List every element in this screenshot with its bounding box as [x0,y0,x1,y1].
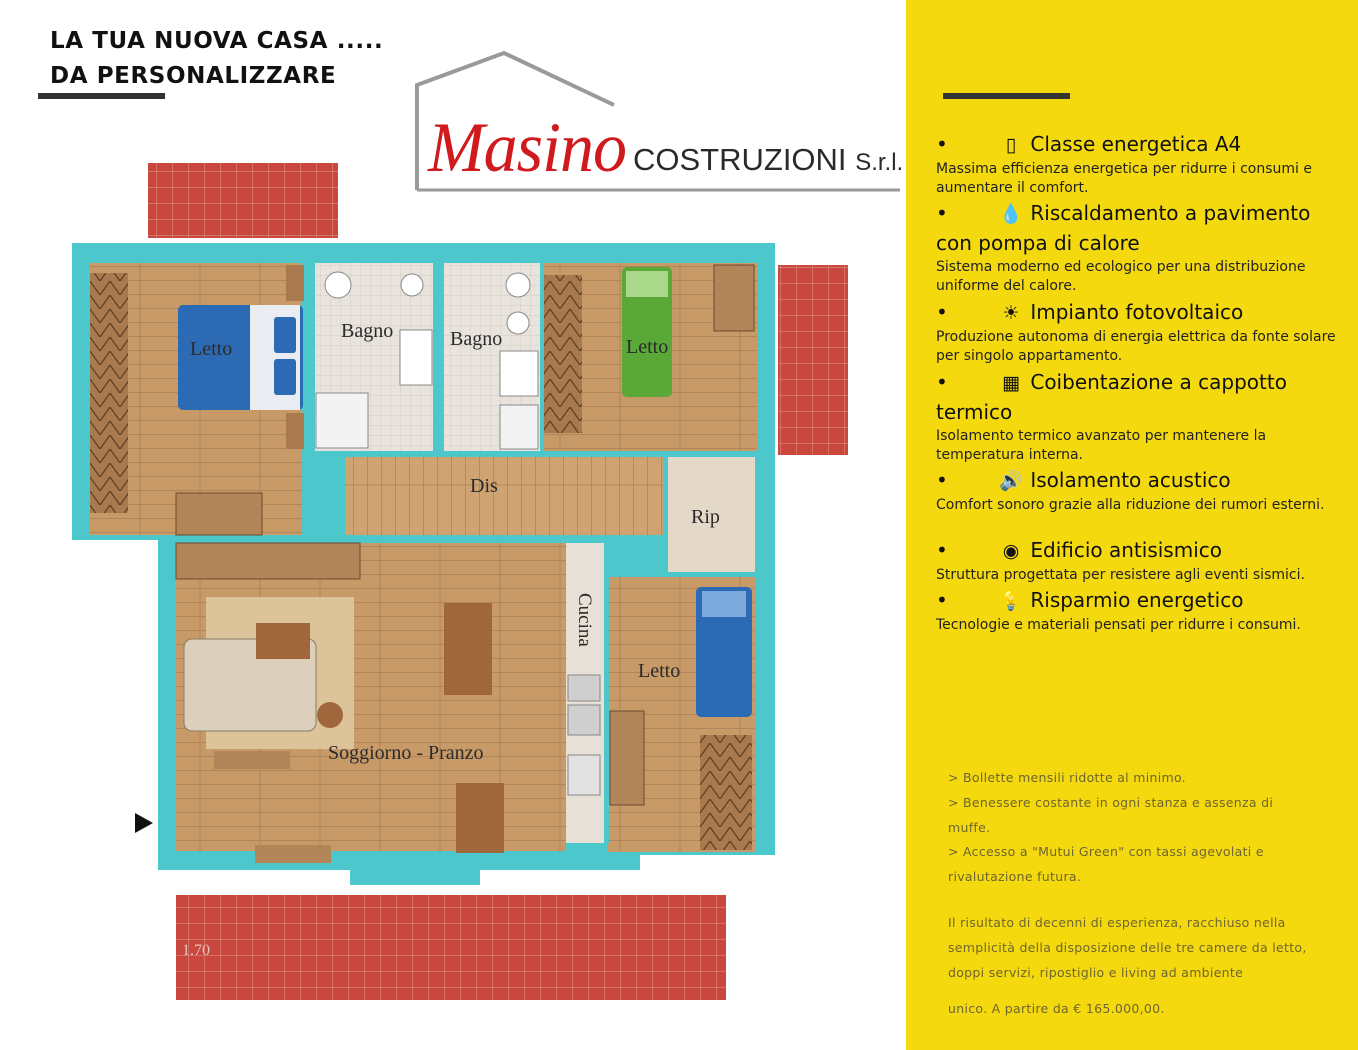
feature-title: Riscaldamento a pavimento con pompa di calore [936,201,1311,255]
feature-antisismico [936,536,1336,585]
entry-arrow [135,813,153,833]
bullet: • [936,132,948,156]
label-bagno-1: Bagno [341,320,394,342]
feature-risparmio [936,586,1336,635]
label-bagno-2: Bagno [450,328,503,350]
label-letto-2: Letto [626,336,669,358]
phone-battery-icon: ▯ [1005,134,1017,156]
label-cucina: Cucina [574,593,595,647]
headline-line-1: LA TUA NUOVA CASA ..... [50,28,384,54]
terrace-top [148,163,338,238]
perk-item: > Accesso a "Mutui Green" con tassi agevolati e rivalutazione futura. [948,844,1264,884]
feature-title: Edificio antisismico [1030,538,1222,562]
dimension-label: 1.70 [182,942,210,959]
label-rip: Rip [691,506,720,528]
feature-coibentazione [936,368,1336,465]
panel-accent-bar [943,93,1070,99]
feature-desc: Sistema moderno ed ecologico per una distribuzione uniforme del calore. [936,259,1306,294]
feature-desc: Produzione autonoma di energia elettrica da fonte solare per singolo appartamento. [936,329,1336,364]
label-dis: Dis [470,475,498,497]
globe-icon: ◉ [1002,540,1020,562]
feature-desc: Isolamento termico avanzato per mantenere la temperatura interna. [936,428,1267,463]
headline-line-2: DA PERSONALIZZARE [50,63,337,89]
speaker-icon: 🔊 [999,470,1023,492]
drop-icon: 💧 [999,203,1023,225]
feature-desc: Massima efficienza energetica per ridurre i consumi e aumentare il comfort. [936,161,1312,196]
bullet: • [936,201,948,225]
label-letto-3: Letto [638,660,681,682]
feature-title: Isolamento acustico [1030,468,1231,492]
price-text: unico. A partire da € 165.000,00. [948,1001,1165,1016]
logo-srl: S.r.l. [855,149,904,176]
feature-desc: Comfort sonoro grazie alla riduzione dei rumori esterni. [936,497,1325,513]
bullet: • [936,370,948,394]
perk-item: > Bollette mensili ridotte al minimo. [948,770,1186,785]
feature-title: Classe energetica [1030,132,1215,156]
bullet: • [936,538,948,562]
feature-acustico [936,466,1336,515]
feature-classe-energetica [936,130,1336,198]
bullet: • [936,468,948,492]
perk-item: > Benessere costante in ogni stanza e assenza di muffe. [948,795,1274,835]
brick-wall-icon: ▦ [1002,372,1020,394]
logo-name: Masino [428,107,626,187]
feature-title: Risparmio energetico [1030,588,1244,612]
feature-fotovoltaico [936,298,1336,366]
terrace-right [778,265,848,455]
summary-text: Il risultato di decenni di esperienza, racchiuso nella semplicità della disposizione delle tre camere da letto, doppi servizi, ripostiglio e living ad ambiente [948,915,1307,980]
terrace-bottom [176,895,726,1000]
label-soggiorno-pranzo: Soggiorno - Pranzo [328,742,484,764]
bullet: • [936,300,948,324]
feature-desc: Struttura progettata per resistere agli eventi sismici. [936,567,1305,583]
logo-sub-text: COSTRUZIONI [633,142,847,177]
lightbulb-icon: 💡 [999,590,1023,612]
bullet: • [936,588,948,612]
floor-plan [60,155,860,1005]
feature-title: Coibentazione a cappotto termico [936,370,1287,424]
wardrobe-1 [90,273,128,513]
sun-icon: ☀ [1002,302,1020,324]
feature-title-suffix: A4 [1214,132,1242,156]
feature-desc: Tecnologie e materiali pensati per ridurre i consumi. [936,617,1301,633]
feature-title: Impianto fotovoltaico [1030,300,1244,324]
headline-underline [38,93,165,99]
label-letto-1: Letto [190,338,233,360]
wardrobe-2 [544,275,582,433]
feature-riscaldamento [936,199,1336,296]
